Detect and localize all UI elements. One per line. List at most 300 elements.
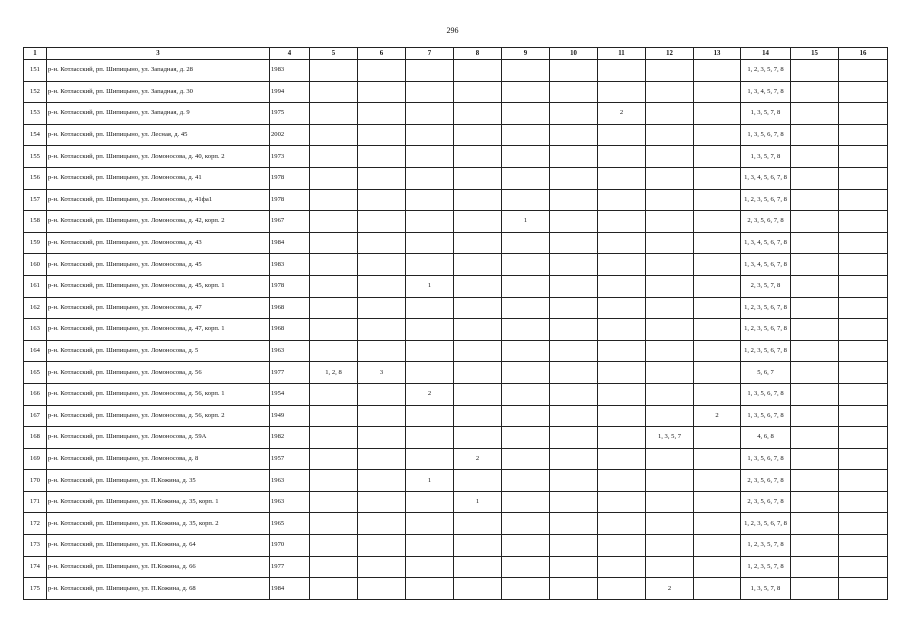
year-cell: 1957 [270,448,310,470]
col16-cell [839,297,888,319]
col13-cell [694,232,741,254]
col11-cell [598,211,646,233]
table-row [24,189,888,211]
col8-cell [454,405,502,427]
table-row [24,491,888,513]
col16-cell [839,383,888,405]
row-number: 151 [24,60,47,82]
column-header: 5 [310,48,358,60]
col5-cell: 1, 2, 8 [310,362,358,384]
col8-cell [454,297,502,319]
col5-cell [310,448,358,470]
table-body [24,60,888,600]
col11-cell [598,232,646,254]
col8-cell [454,340,502,362]
col16-cell [839,60,888,82]
address-cell: р-н. Котласский, рп. Шипицыно, ул. П.Кожина, д. 35, корп. 1 [47,491,270,513]
row-number: 168 [24,427,47,449]
address-cell: р-н. Котласский, рп. Шипицыно, ул. Ломоносова, д. 56, корп. 1 [47,383,270,405]
col5-cell [310,383,358,405]
col7-cell [406,405,454,427]
year-cell: 1968 [270,319,310,341]
address-cell: р-н. Котласский, рп. Шипицыно, ул. Ломоносова, д. 5 [47,340,270,362]
column-header: 11 [598,48,646,60]
table-row [24,297,888,319]
col7-cell [406,340,454,362]
row-number: 169 [24,448,47,470]
row-number: 152 [24,81,47,103]
col9-cell [502,405,550,427]
col14-cell: 1, 2, 3, 5, 6, 7, 8 [741,189,791,211]
col13-cell [694,427,741,449]
table-row [24,556,888,578]
col5-cell [310,470,358,492]
col13-cell [694,340,741,362]
col14-cell: 2, 3, 5, 6, 7, 8 [741,470,791,492]
col12-cell: 1, 3, 5, 7 [646,427,694,449]
col12-cell [646,556,694,578]
address-cell: р-н. Котласский, рп. Шипицыно, ул. Ломоносова, д. 56, корп. 2 [47,405,270,427]
col7-cell [406,491,454,513]
col7-cell [406,81,454,103]
year-cell: 1967 [270,211,310,233]
col6-cell [358,189,406,211]
col6-cell [358,211,406,233]
col14-cell: 1, 3, 4, 5, 6, 7, 8 [741,167,791,189]
row-number: 153 [24,103,47,125]
col5-cell [310,491,358,513]
year-cell: 1973 [270,146,310,168]
col11-cell [598,81,646,103]
col5-cell [310,103,358,125]
row-number: 172 [24,513,47,535]
col11-cell [598,491,646,513]
col14-cell: 1, 3, 5, 6, 7, 8 [741,448,791,470]
col16-cell [839,556,888,578]
col9-cell [502,124,550,146]
col9-cell [502,383,550,405]
col11-cell [598,427,646,449]
col15-cell [791,232,839,254]
col8-cell [454,362,502,384]
col11-cell [598,405,646,427]
col15-cell [791,427,839,449]
col8-cell: 1 [454,491,502,513]
col7-cell [406,535,454,557]
col12-cell [646,60,694,82]
col7-cell: 1 [406,470,454,492]
address-cell: р-н. Котласский, рп. Шипицыно, ул. П.Кожина, д. 68 [47,578,270,600]
row-number: 156 [24,167,47,189]
table-row [24,275,888,297]
col14-cell: 1, 3, 4, 5, 6, 7, 8 [741,232,791,254]
col15-cell [791,470,839,492]
row-number: 165 [24,362,47,384]
col13-cell: 2 [694,405,741,427]
col6-cell [358,383,406,405]
col9-cell [502,254,550,276]
table-row [24,211,888,233]
col12-cell: 2 [646,578,694,600]
col5-cell [310,254,358,276]
col8-cell: 2 [454,448,502,470]
col8-cell [454,556,502,578]
col12-cell [646,340,694,362]
col15-cell [791,383,839,405]
col9-cell [502,491,550,513]
col10-cell [550,362,598,384]
col16-cell [839,211,888,233]
col6-cell [358,405,406,427]
table-row [24,146,888,168]
col9-cell [502,427,550,449]
col16-cell [839,513,888,535]
col12-cell [646,383,694,405]
col7-cell [406,232,454,254]
col10-cell [550,211,598,233]
col5-cell [310,211,358,233]
housing-register-table [23,47,888,600]
col15-cell [791,319,839,341]
col8-cell [454,535,502,557]
col13-cell [694,81,741,103]
col13-cell [694,383,741,405]
col8-cell [454,167,502,189]
year-cell: 1970 [270,535,310,557]
col16-cell [839,275,888,297]
col5-cell [310,297,358,319]
col10-cell [550,254,598,276]
col5-cell [310,275,358,297]
address-cell: р-н. Котласский, рп. Шипицыно, ул. Ломоносова, д. 43 [47,232,270,254]
col7-cell [406,297,454,319]
col14-cell: 1, 3, 5, 7, 8 [741,103,791,125]
col8-cell [454,146,502,168]
col7-cell: 1 [406,275,454,297]
row-number: 157 [24,189,47,211]
col5-cell [310,405,358,427]
col9-cell [502,189,550,211]
col16-cell [839,340,888,362]
col12-cell [646,297,694,319]
col6-cell [358,275,406,297]
col7-cell [406,254,454,276]
col15-cell [791,340,839,362]
col12-cell [646,405,694,427]
col13-cell [694,578,741,600]
col11-cell [598,383,646,405]
col15-cell [791,535,839,557]
col7-cell [406,427,454,449]
col6-cell [358,427,406,449]
col15-cell [791,556,839,578]
col6-cell [358,535,406,557]
col6-cell [358,103,406,125]
address-cell: р-н. Котласский, рп. Шипицыно, ул. П.Кожина, д. 35, корп. 2 [47,513,270,535]
col7-cell [406,211,454,233]
col10-cell [550,189,598,211]
col8-cell [454,513,502,535]
col12-cell [646,275,694,297]
col9-cell [502,103,550,125]
col14-cell: 1, 3, 5, 7, 8 [741,146,791,168]
year-cell: 1949 [270,405,310,427]
col15-cell [791,124,839,146]
col15-cell [791,189,839,211]
col11-cell [598,60,646,82]
table-row [24,319,888,341]
address-cell: р-н. Котласский, рп. Шипицыно, ул. Ломоносова, д. 8 [47,448,270,470]
col12-cell [646,81,694,103]
col6-cell [358,578,406,600]
row-number: 170 [24,470,47,492]
col15-cell [791,211,839,233]
col14-cell: 1, 2, 3, 5, 6, 7, 8 [741,513,791,535]
col14-cell: 1, 2, 3, 5, 7, 8 [741,535,791,557]
col7-cell [406,556,454,578]
col10-cell [550,146,598,168]
col7-cell [406,362,454,384]
table-row [24,103,888,125]
col9-cell [502,297,550,319]
col10-cell [550,340,598,362]
address-cell: р-н. Котласский, рп. Шипицыно, ул. Западная, д. 9 [47,103,270,125]
col9-cell [502,535,550,557]
year-cell: 1954 [270,383,310,405]
col14-cell: 1, 3, 5, 7, 8 [741,578,791,600]
col10-cell [550,470,598,492]
col15-cell [791,362,839,384]
col5-cell [310,340,358,362]
col13-cell [694,211,741,233]
col7-cell [406,448,454,470]
col15-cell [791,513,839,535]
col11-cell [598,535,646,557]
col6-cell: 3 [358,362,406,384]
address-cell: р-н. Котласский, рп. Шипицыно, ул. Ломоносова, д. 41 [47,167,270,189]
col14-cell: 1, 3, 5, 6, 7, 8 [741,383,791,405]
col14-cell: 2, 3, 5, 6, 7, 8 [741,211,791,233]
col13-cell [694,254,741,276]
col8-cell [454,427,502,449]
column-header: 10 [550,48,598,60]
col16-cell [839,362,888,384]
col9-cell [502,232,550,254]
col9-cell [502,578,550,600]
col15-cell [791,578,839,600]
col9-cell [502,167,550,189]
col12-cell [646,513,694,535]
col7-cell: 2 [406,383,454,405]
row-number: 162 [24,297,47,319]
address-cell: р-н. Котласский, рп. Шипицыно, ул. Ломоносова, д. 45 [47,254,270,276]
address-cell: р-н. Котласский, рп. Шипицыно, ул. Ломоносова, д. 47 [47,297,270,319]
col14-cell: 1, 2, 3, 5, 6, 7, 8 [741,340,791,362]
col7-cell [406,167,454,189]
col8-cell [454,211,502,233]
col6-cell [358,254,406,276]
col7-cell [406,189,454,211]
column-header: 16 [839,48,888,60]
year-cell: 1983 [270,60,310,82]
row-number: 166 [24,383,47,405]
col12-cell [646,124,694,146]
col10-cell [550,60,598,82]
column-header: 8 [454,48,502,60]
col11-cell [598,513,646,535]
col16-cell [839,535,888,557]
col11-cell [598,556,646,578]
row-number: 171 [24,491,47,513]
row-number: 160 [24,254,47,276]
col11-cell [598,448,646,470]
col13-cell [694,362,741,384]
col13-cell [694,103,741,125]
col6-cell [358,232,406,254]
row-number: 155 [24,146,47,168]
table-row [24,167,888,189]
col5-cell [310,124,358,146]
col5-cell [310,513,358,535]
col8-cell [454,103,502,125]
col12-cell [646,232,694,254]
col5-cell [310,232,358,254]
col11-cell [598,319,646,341]
column-header: 14 [741,48,791,60]
col12-cell [646,491,694,513]
col11-cell: 2 [598,103,646,125]
col16-cell [839,167,888,189]
row-number: 159 [24,232,47,254]
col8-cell [454,275,502,297]
col8-cell [454,470,502,492]
table-row [24,470,888,492]
col13-cell [694,556,741,578]
page-number: 296 [446,26,459,35]
col14-cell: 1, 2, 3, 5, 7, 8 [741,556,791,578]
col5-cell [310,578,358,600]
row-number: 163 [24,319,47,341]
col5-cell [310,535,358,557]
col8-cell [454,124,502,146]
col13-cell [694,535,741,557]
col13-cell [694,167,741,189]
col10-cell [550,383,598,405]
col5-cell [310,167,358,189]
col10-cell [550,319,598,341]
col11-cell [598,578,646,600]
table-row [24,405,888,427]
address-cell: р-н. Котласский, рп. Шипицыно, ул. Ломоносова, д. 59А [47,427,270,449]
year-cell: 1968 [270,297,310,319]
row-number: 174 [24,556,47,578]
col16-cell [839,103,888,125]
col8-cell [454,232,502,254]
col6-cell [358,81,406,103]
col15-cell [791,448,839,470]
col10-cell [550,124,598,146]
col9-cell: 1 [502,211,550,233]
col11-cell [598,146,646,168]
col6-cell [358,491,406,513]
col6-cell [358,124,406,146]
column-header: 7 [406,48,454,60]
col12-cell [646,470,694,492]
col16-cell [839,491,888,513]
col11-cell [598,167,646,189]
col10-cell [550,513,598,535]
col6-cell [358,513,406,535]
table-row [24,578,888,600]
col14-cell: 1, 3, 4, 5, 6, 7, 8 [741,254,791,276]
col13-cell [694,513,741,535]
col10-cell [550,448,598,470]
col16-cell [839,427,888,449]
table-row [24,254,888,276]
row-number: 175 [24,578,47,600]
header-row [24,48,888,60]
address-cell: р-н. Котласский, рп. Шипицыно, ул. Ломоносова, д. 45, корп. 1 [47,275,270,297]
col10-cell [550,405,598,427]
col6-cell [358,556,406,578]
col16-cell [839,319,888,341]
col13-cell [694,146,741,168]
col16-cell [839,405,888,427]
col12-cell [646,167,694,189]
address-cell: р-н. Котласский, рп. Шипицыно, ул. Лесная, д. 45 [47,124,270,146]
col9-cell [502,362,550,384]
year-cell: 1994 [270,81,310,103]
year-cell: 1984 [270,578,310,600]
address-cell: р-н. Котласский, рп. Шипицыно, ул. Ломоносова, д. 56 [47,362,270,384]
column-header: 13 [694,48,741,60]
col6-cell [358,319,406,341]
col7-cell [406,103,454,125]
col10-cell [550,556,598,578]
column-header: 9 [502,48,550,60]
table-row [24,60,888,82]
year-cell: 1975 [270,103,310,125]
col12-cell [646,362,694,384]
col9-cell [502,275,550,297]
col15-cell [791,405,839,427]
year-cell: 1978 [270,189,310,211]
column-header: 6 [358,48,406,60]
col12-cell [646,211,694,233]
year-cell: 1984 [270,232,310,254]
col6-cell [358,448,406,470]
col10-cell [550,491,598,513]
row-number: 154 [24,124,47,146]
table-row [24,232,888,254]
col7-cell [406,319,454,341]
col16-cell [839,578,888,600]
row-number: 158 [24,211,47,233]
address-cell: р-н. Котласский, рп. Шипицыно, ул. П.Кожина, д. 35 [47,470,270,492]
col6-cell [358,146,406,168]
col5-cell [310,189,358,211]
col5-cell [310,427,358,449]
col9-cell [502,81,550,103]
col10-cell [550,297,598,319]
address-cell: р-н. Котласский, рп. Шипицыно, ул. Ломоносова, д. 42, корп. 2 [47,211,270,233]
col11-cell [598,254,646,276]
col6-cell [358,60,406,82]
address-cell: р-н. Котласский, рп. Шипицыно, ул. П.Кожина, д. 64 [47,535,270,557]
col16-cell [839,81,888,103]
col5-cell [310,556,358,578]
col15-cell [791,254,839,276]
